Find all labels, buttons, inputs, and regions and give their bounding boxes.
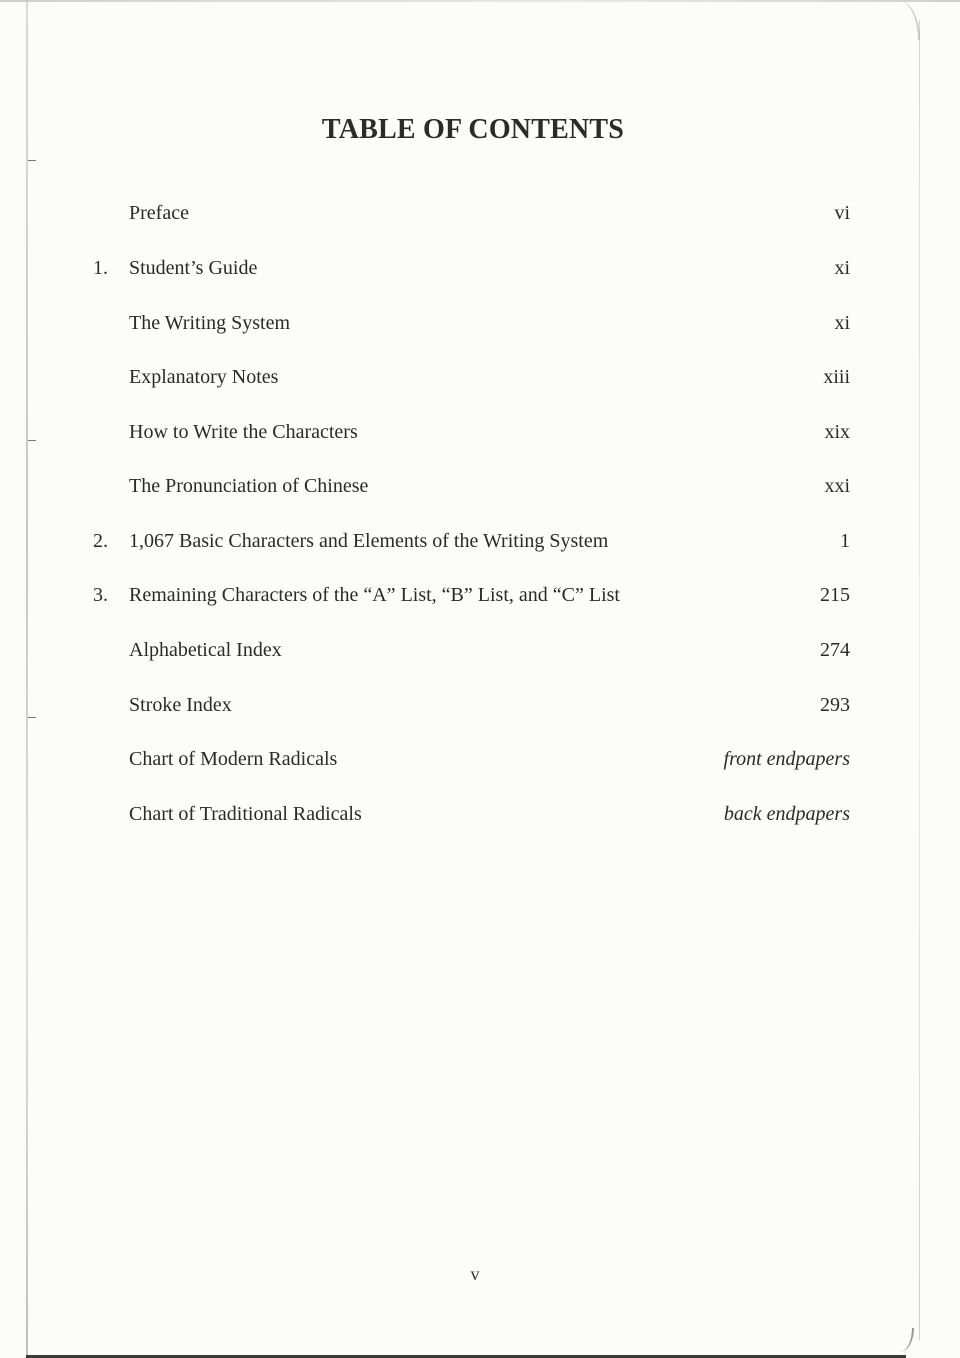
toc-entry-page: xxi — [824, 475, 850, 497]
toc-entry-label: Alphabetical Index — [129, 639, 282, 661]
toc-entry-page: vi — [834, 202, 850, 224]
toc-entry-label: 1,067 Basic Characters and Elements of the Writing System — [129, 530, 609, 552]
toc-entry-page: xix — [824, 421, 850, 443]
toc-entry-label: The Pronunciation of Chinese — [129, 475, 369, 497]
toc-entry-label: How to Write the Characters — [129, 421, 358, 443]
toc-entry-page: back endpapers — [723, 803, 850, 825]
toc-entry-page: 293 — [820, 694, 850, 716]
toc-entry-number: 2. — [93, 530, 108, 552]
toc-entry-number: 1. — [93, 257, 108, 279]
toc-entry[interactable] — [0, 415, 960, 449]
toc-entry[interactable] — [0, 578, 960, 612]
toc-entry[interactable] — [0, 251, 960, 285]
toc-entry-number: 3. — [93, 584, 108, 606]
toc-entry[interactable] — [0, 360, 960, 394]
page-edge-top — [0, 0, 960, 2]
page-corner-top-right — [896, 0, 920, 40]
toc-entry[interactable] — [0, 469, 960, 503]
toc-entry[interactable] — [0, 688, 960, 722]
toc-entry-label: Stroke Index — [129, 694, 232, 716]
toc-entry-label: Explanatory Notes — [129, 366, 279, 388]
binding-mark — [28, 160, 36, 161]
toc-entry-label: Chart of Modern Radicals — [129, 748, 338, 770]
toc-entry-page: xiii — [823, 366, 850, 388]
toc-entry-page: 1 — [840, 530, 850, 552]
toc-entry-page: 215 — [820, 584, 850, 606]
toc-entry[interactable] — [0, 797, 960, 831]
page-number: v — [470, 1264, 480, 1284]
toc-entry[interactable] — [0, 196, 960, 230]
toc-entry-label: Preface — [129, 202, 189, 224]
toc-entry[interactable] — [0, 633, 960, 667]
toc-entry-page: xi — [834, 312, 850, 334]
page-title: TABLE OF CONTENTS — [321, 114, 625, 145]
toc-entry[interactable] — [0, 306, 960, 340]
page-corner-bottom-right — [898, 1328, 914, 1352]
toc-entry[interactable] — [0, 742, 960, 776]
toc-entry-label: Chart of Traditional Radicals — [129, 803, 362, 825]
toc-entry-page: 274 — [820, 639, 850, 661]
toc-entry-label: Student’s Guide — [129, 257, 258, 279]
toc-entry-label: Remaining Characters of the “A” List, “B” List, and “C” List — [129, 584, 620, 606]
toc-entry-page: front endpapers — [723, 748, 850, 770]
toc-entry-page: xi — [834, 257, 850, 279]
toc-entry-label: The Writing System — [129, 312, 291, 334]
toc-entry[interactable] — [0, 524, 960, 558]
